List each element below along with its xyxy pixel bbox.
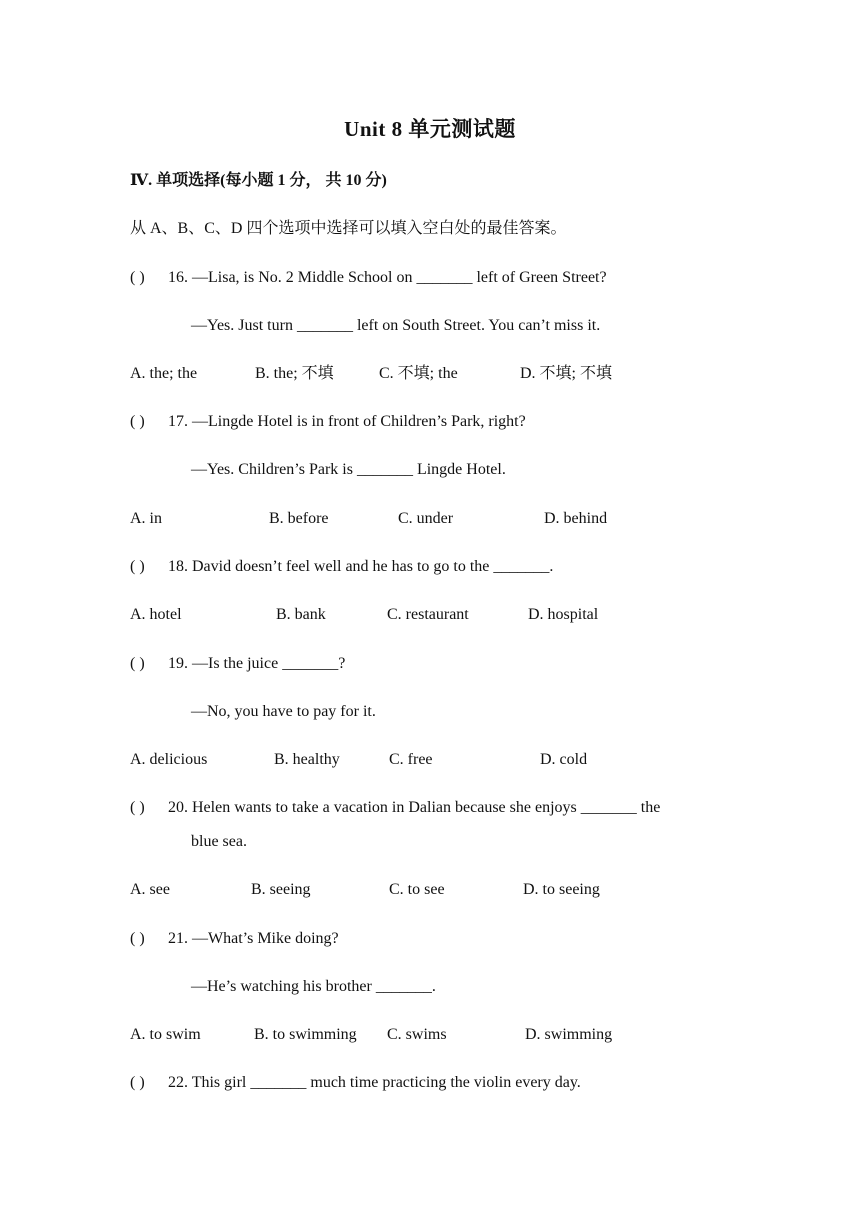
answer-paren: ( ) [130, 930, 145, 947]
option-b: B. the; 不填 [255, 365, 334, 382]
question-text: 18. David doesn’t feel well and he has to go to the _______. [168, 558, 554, 575]
instruction-text: 从 A、B、C、D 四个选项中选择可以填入空白处的最佳答案。 [130, 220, 567, 237]
section-heading: Ⅳ. 单项选择(每小题 1 分， 共 10 分) [130, 172, 387, 189]
option-c: C. to see [389, 881, 445, 898]
question-text: 17. —Lingde Hotel is in front of Children’s Park, right? [168, 413, 526, 430]
question-21 [130, 929, 339, 949]
option-d: D. swimming [525, 1026, 613, 1043]
option-a: A. hotel [130, 606, 182, 623]
option-d: D. cold [540, 751, 588, 768]
question-16-reply: —Yes. Just turn _______ left on South Street. You can’t miss it. [191, 317, 601, 334]
answer-paren: ( ) [130, 558, 145, 575]
option-d: D. behind [544, 510, 608, 527]
option-b: B. bank [276, 606, 326, 623]
question-20 [130, 798, 660, 818]
option-b: B. seeing [251, 881, 311, 898]
question-text: 21. —What’s Mike doing? [168, 930, 339, 947]
option-c: C. restaurant [387, 606, 469, 623]
option-a: A. the; the [130, 365, 198, 382]
page-title: Unit 8 单元测试题 [344, 117, 516, 141]
question-text: 19. —Is the juice _______? [168, 655, 346, 672]
answer-paren: ( ) [130, 799, 145, 816]
option-d: D. hospital [528, 606, 599, 623]
answer-paren: ( ) [130, 1074, 145, 1091]
question-18 [130, 557, 553, 577]
option-c: C. free [389, 751, 433, 768]
option-a: A. delicious [130, 751, 208, 768]
question-text: 20. Helen wants to take a vacation in Dalian because she enjoys _______ the [168, 799, 661, 816]
question-19 [130, 654, 345, 674]
option-d: D. to seeing [523, 881, 600, 898]
question-text: 16. —Lisa, is No. 2 Middle School on _______ left of Green Street? [168, 269, 607, 286]
option-d: D. 不填; 不填 [520, 365, 613, 382]
question-19-reply: —No, you have to pay for it. [191, 703, 376, 720]
question-17 [130, 412, 526, 432]
question-17-reply: —Yes. Children’s Park is _______ Lingde Hotel. [191, 461, 506, 478]
option-a: A. see [130, 881, 170, 898]
option-a: A. to swim [130, 1026, 201, 1043]
answer-paren: ( ) [130, 655, 145, 672]
option-b: B. to swimming [254, 1026, 357, 1043]
option-b: B. before [269, 510, 329, 527]
option-b: B. healthy [274, 751, 340, 768]
question-16 [130, 268, 607, 288]
option-c: C. swims [387, 1026, 447, 1043]
question-22 [130, 1073, 581, 1093]
answer-paren: ( ) [130, 413, 145, 430]
option-a: A. in [130, 510, 162, 527]
question-text: 22. This girl _______ much time practicing the violin every day. [168, 1074, 581, 1091]
question-20-continued: blue sea. [191, 833, 247, 850]
question-21-reply: —He’s watching his brother _______. [191, 978, 436, 995]
option-c: C. under [398, 510, 454, 527]
option-c: C. 不填; the [379, 365, 458, 382]
answer-paren: ( ) [130, 269, 145, 286]
